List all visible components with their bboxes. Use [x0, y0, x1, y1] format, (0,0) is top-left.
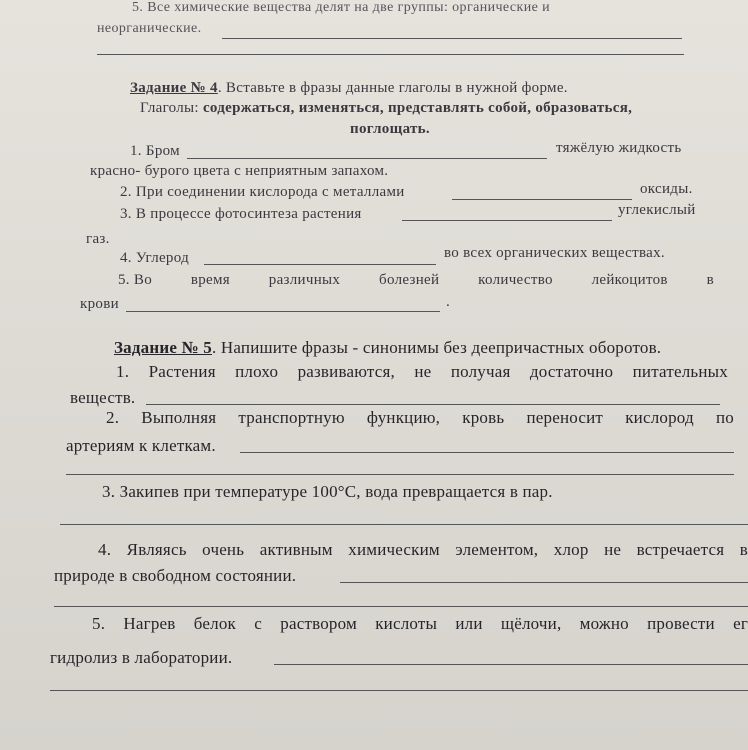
answer-line[interactable] [66, 474, 734, 475]
task5-heading: Задание № 5 [114, 338, 212, 357]
answer-line[interactable] [60, 524, 748, 525]
answer-line[interactable] [204, 264, 436, 265]
word: время [190, 272, 230, 288]
task4-verbs-line2 [350, 121, 430, 138]
task5-item2-line2: артериям к клеткам. [66, 436, 216, 455]
answer-line[interactable] [274, 664, 748, 665]
answer-line[interactable] [222, 38, 682, 39]
answer-line[interactable] [50, 690, 748, 691]
top-item5-line1: 5. Все химические вещества делят на две группы: органические и [132, 0, 551, 15]
word: различных [268, 272, 341, 288]
task4-item1-cont: красно- бурого цвета с неприятным запахом. [90, 163, 389, 179]
answer-line[interactable] [340, 582, 748, 583]
word: болезней [379, 272, 440, 288]
task4-item5-end: . [446, 294, 451, 310]
task4-item1-start: 1. Бром [130, 143, 180, 159]
answer-line[interactable] [240, 452, 734, 453]
task4-heading-line [130, 80, 568, 97]
task5-item4-line2: природе в свободном состоянии. [54, 566, 297, 585]
task4-item3-cont: газ. [86, 231, 110, 247]
verbs-list-end: поглощать. [350, 121, 430, 137]
answer-line[interactable] [97, 54, 684, 55]
task5-item4-line1: 4. Являясь очень активным химическим элементом, хлор не встречается в [98, 540, 748, 559]
task5-instruction: . Напишите фразы - синонимы без деепричастных оборотов. [212, 338, 662, 357]
answer-line[interactable] [126, 311, 440, 312]
answer-line[interactable] [187, 158, 547, 159]
task4-item3-start: 3. В процессе фотосинтеза растения [120, 206, 362, 222]
top-item5-line2 [97, 21, 201, 37]
answer-line[interactable] [452, 199, 632, 200]
task5-item5-line1: 5. Нагрев белок с раствором кислоты или щёлочи, можно провести ег [92, 614, 748, 633]
task4-item2-end: оксиды. [640, 181, 693, 197]
task4-item4-end: во всех органических веществах. [444, 245, 665, 261]
task5-item1-line1: 1. Растения плохо развиваются, не получая достаточно питательных [116, 362, 728, 381]
task4-instruction: . Вставьте в фразы данные глаголы в нужной форме. [217, 80, 568, 96]
word: лейкоцитов [591, 272, 668, 288]
task5-item2-line1: 2. Выполняя транспортную функцию, кровь переносит кислород по [106, 408, 734, 427]
task4-item4-start: 4. Углерод [120, 250, 190, 266]
task5-item1-line2: веществ. [70, 388, 136, 407]
top-item5-text: неорганические. [97, 21, 202, 36]
verbs-list: содержаться, изменяться, представлять собой, образоваться, [202, 100, 633, 116]
task4-item5-line1 [118, 272, 714, 289]
word: 5. Во [118, 272, 153, 288]
task4-item2-start: 2. При соединении кислорода с металлами [120, 184, 405, 200]
task4-item1-end: тяжёлую жидкость [556, 140, 682, 156]
task5-item3-line1: 3. Закипев при температуре 100°С, вода превращается в пар. [102, 482, 553, 501]
word: количество [478, 272, 553, 288]
task4-verbs-line1 [140, 100, 632, 117]
task5-heading-line [114, 338, 661, 358]
answer-line[interactable] [402, 220, 612, 221]
verbs-label: Глаголы: [140, 100, 203, 116]
task5-item5-line2: гидролиз в лаборатории. [50, 648, 233, 667]
answer-line[interactable] [146, 404, 720, 405]
word: в [706, 272, 714, 288]
task4-item3-end: углекислый [618, 202, 696, 218]
task4-heading: Задание № 4 [130, 80, 218, 96]
task4-item5-cont: крови [80, 296, 119, 312]
answer-line[interactable] [54, 606, 748, 607]
